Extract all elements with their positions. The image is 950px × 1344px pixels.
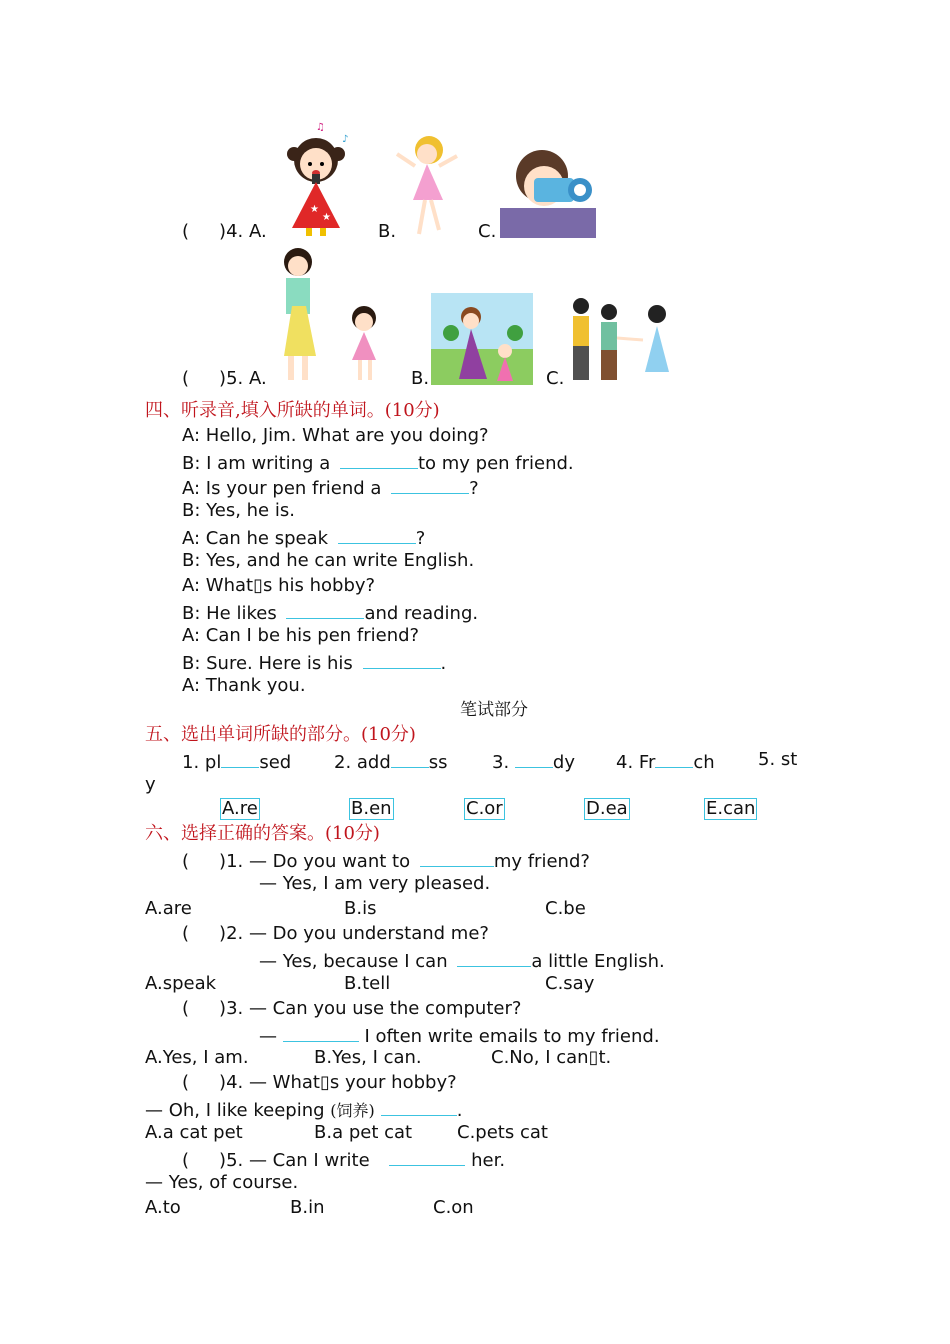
word-item-3	[492, 749, 575, 771]
paren-close: )	[219, 998, 227, 1019]
line-text: B: Yes, and he can write English.	[182, 550, 475, 571]
q4-paren-open: (	[182, 221, 190, 242]
line-text: .	[440, 653, 447, 674]
option-c: C.or	[466, 798, 503, 819]
word-item-5	[758, 749, 797, 771]
mc-question-1	[182, 848, 590, 870]
fill-blank[interactable]	[457, 948, 531, 967]
question-text: 3. — Can you use the computer?	[226, 998, 522, 1019]
question-text: her.	[465, 1150, 506, 1171]
word-part: 2. add	[334, 752, 391, 773]
question-text: 1. — Do you want to	[226, 851, 416, 872]
choice[interactable]: C.pets cat	[457, 1122, 548, 1143]
option-box	[349, 798, 394, 820]
choice[interactable]: A.speak	[145, 973, 217, 994]
fill-blank[interactable]	[283, 1023, 359, 1042]
svg-text:♪: ♪	[342, 134, 349, 145]
line-text: B: Sure. Here is his	[182, 653, 359, 674]
fill-blank[interactable]	[338, 525, 416, 544]
dialog-line	[182, 600, 478, 622]
fill-blank[interactable]	[515, 749, 553, 768]
paren-open: (	[182, 1072, 190, 1093]
line-text: A: Hello, Jim. What are you doing?	[182, 425, 489, 446]
answer-text: I often write emails to my friend.	[358, 1026, 660, 1047]
fill-blank[interactable]	[363, 650, 441, 669]
paren-close: )	[219, 1072, 227, 1093]
mc-answer-5: — Yes, of course.	[145, 1172, 299, 1193]
q4-row	[182, 221, 267, 243]
dialog-line	[182, 525, 425, 547]
word-part: 4. Fr	[616, 752, 656, 773]
section4-title: 四、听录音,填入所缺的单词。(10分)	[145, 400, 440, 421]
q5-image-b-teacher-and-girl	[431, 293, 533, 385]
paren-close: )	[219, 851, 227, 872]
question-text: 5. — Can I write	[226, 1150, 376, 1171]
mc-question-5	[182, 1147, 505, 1169]
option-box	[464, 798, 505, 820]
q5-paren-close: )	[219, 368, 227, 389]
svg-text:★: ★	[310, 204, 319, 215]
choice[interactable]: A.to	[145, 1197, 181, 1218]
q4-number: 4. A.	[226, 221, 267, 242]
line-text: to my pen friend.	[417, 453, 574, 474]
choice[interactable]: A.a cat pet	[145, 1122, 243, 1143]
choice[interactable]: B.is	[344, 898, 377, 919]
fill-blank[interactable]	[221, 749, 259, 768]
q4-paren-close: )	[219, 221, 227, 242]
answer-text: — Yes, because I can	[259, 951, 454, 972]
section6-title: 六、选择正确的答案。(10分)	[145, 823, 380, 844]
line-text: B: He likes	[182, 603, 283, 624]
q5-image-a-mother-and-girl	[274, 246, 386, 386]
section5-title: 五、选出单词所缺的部分。(10分)	[145, 724, 416, 745]
dialog-line	[182, 650, 446, 672]
word-part: 3.	[492, 752, 515, 773]
fill-blank[interactable]	[389, 1147, 465, 1166]
paren-open: (	[182, 1150, 190, 1171]
choice[interactable]: A.are	[145, 898, 192, 919]
fill-blank[interactable]	[286, 600, 364, 619]
mc-question-2	[182, 923, 489, 945]
option-box	[704, 798, 757, 820]
answer-note: (饲养)	[330, 1101, 375, 1120]
dialog-line	[182, 450, 574, 472]
option-b: B.en	[351, 798, 392, 819]
line-text: B: I am writing a	[182, 453, 336, 474]
dialog-line	[182, 500, 295, 522]
mc-answer-3	[259, 1023, 660, 1045]
q4-image-c-man-with-camera	[498, 146, 598, 238]
mc-question-4	[182, 1072, 457, 1094]
word-item-4	[616, 749, 715, 771]
option-box	[584, 798, 630, 820]
q4-image-a-girl-singing	[272, 120, 362, 238]
line-text: ?	[469, 478, 479, 499]
q4-image-b-girl-dancing	[393, 126, 463, 238]
fill-blank[interactable]	[391, 475, 469, 494]
option-d: D.ea	[586, 798, 628, 819]
q4-option-b-label: B.	[378, 221, 397, 242]
word-part: 5. st	[758, 749, 798, 770]
choice[interactable]: C.on	[433, 1197, 474, 1218]
dialog-line	[182, 475, 479, 497]
word-item-1	[182, 749, 291, 771]
line-text: A: Can I be his pen friend?	[182, 625, 420, 646]
svg-text:★: ★	[322, 212, 331, 223]
q5-image-c-people-shaking-hands	[565, 294, 679, 384]
mc-answer-4	[145, 1097, 463, 1119]
choice[interactable]: B.a pet cat	[314, 1122, 413, 1143]
line-text: and reading.	[364, 603, 479, 624]
choice[interactable]: B.tell	[344, 973, 391, 994]
question-text: 2. — Do you understand me?	[226, 923, 489, 944]
answer-text: —	[259, 1026, 283, 1047]
q5-row	[182, 368, 267, 390]
line-text: A: Can he speak	[182, 528, 334, 549]
question-text: 4. — What▯s your hobby?	[226, 1072, 457, 1093]
dialog-line	[182, 625, 419, 647]
paren-open: (	[182, 851, 190, 872]
line-text: ?	[415, 528, 426, 549]
q5-option-b-label: B.	[411, 368, 430, 389]
dialog-line	[182, 575, 375, 597]
q5-option-c-label: C.	[546, 368, 565, 389]
word-item-5-wrap: y	[145, 774, 156, 795]
q5-paren-open: (	[182, 368, 190, 389]
choice[interactable]: C.No, I can▯t.	[491, 1047, 612, 1068]
mc-answer-2	[259, 948, 665, 970]
option-a: A.re	[222, 798, 258, 819]
word-part: ss	[428, 752, 448, 773]
word-part: dy	[552, 752, 575, 773]
answer-text: .	[456, 1100, 463, 1121]
choice[interactable]: C.say	[545, 973, 595, 994]
word-part: 1. pl	[182, 752, 222, 773]
written-section-header: 笔试部分	[460, 700, 528, 720]
paren-close: )	[219, 923, 227, 944]
fill-blank[interactable]	[655, 749, 693, 768]
question-text: my friend?	[493, 851, 590, 872]
q4-option-c-label: C.	[478, 221, 497, 242]
answer-text: a little English.	[531, 951, 665, 972]
line-text: A: Is your pen friend a	[182, 478, 388, 499]
choice[interactable]: C.be	[545, 898, 586, 919]
svg-text:♫: ♫	[316, 122, 325, 133]
paren-close: )	[219, 1150, 227, 1171]
word-part: sed	[259, 752, 292, 773]
answer-text: — Oh, I like keeping	[145, 1100, 331, 1121]
dialog-line	[182, 675, 306, 697]
choice[interactable]: B.in	[290, 1197, 325, 1218]
q5-number: 5. A.	[226, 368, 267, 389]
fill-blank[interactable]	[381, 1097, 457, 1116]
fill-blank[interactable]	[391, 749, 429, 768]
word-item-2	[334, 749, 448, 771]
line-text: A: What▯s his hobby?	[182, 575, 376, 596]
paren-open: (	[182, 998, 190, 1019]
mc-question-3	[182, 998, 521, 1020]
word-part: ch	[693, 752, 715, 773]
fill-blank[interactable]	[340, 450, 418, 469]
choice[interactable]: B.Yes, I can.	[314, 1047, 422, 1068]
mc-answer-1: — Yes, I am very pleased.	[259, 873, 491, 894]
dialog-line	[182, 425, 489, 447]
choice[interactable]: A.Yes, I am.	[145, 1047, 249, 1068]
option-e: E.can	[706, 798, 756, 819]
line-text: A: Thank you.	[182, 675, 306, 696]
paren-open: (	[182, 923, 190, 944]
fill-blank[interactable]	[420, 848, 494, 867]
dialog-line	[182, 550, 474, 572]
option-box	[220, 798, 260, 820]
line-text: B: Yes, he is.	[182, 500, 295, 521]
